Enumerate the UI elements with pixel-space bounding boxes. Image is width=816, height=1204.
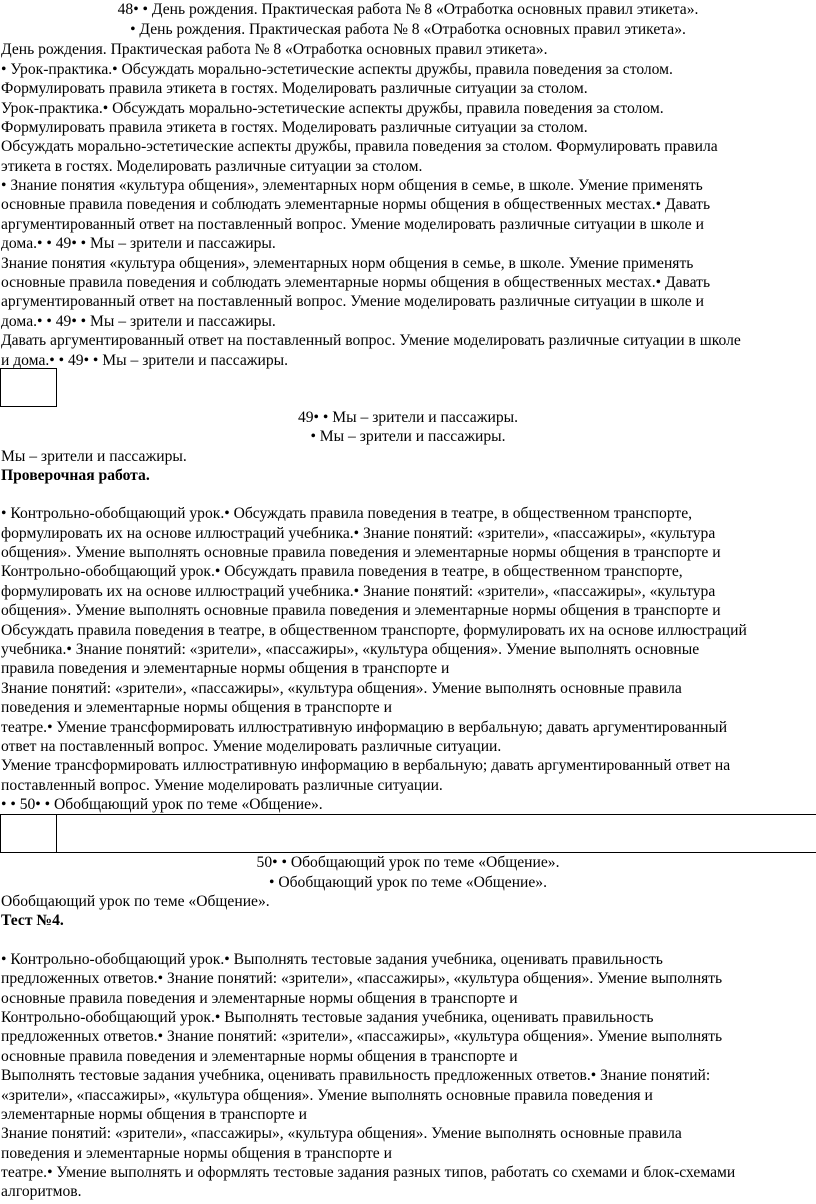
text-line: День рождения. Практическая работа № 8 «Отработка основных правил этикета». xyxy=(1,41,548,58)
text-line: • Знание понятия «культура общения», элементарных норм общения в семье, в школе. Умение применять xyxy=(1,177,703,194)
text-line: учебника.• Знание понятий: «зрители», «пассажиры», «культура общения». Умение выполнять основные xyxy=(1,641,700,658)
text-line: Обобщающий урок по теме «Общение». xyxy=(1,893,270,910)
text-line: предложенных ответов.• Знание понятий: «зрители», «пассажиры», «культура общения». Умение выполнять xyxy=(1,970,723,987)
text-line: поставленный вопрос. Умение моделировать различные ситуации. xyxy=(1,777,443,794)
text-line: общения». Умение выполнять основные правила поведения и элементарные нормы общения в транспорте и xyxy=(1,544,721,561)
text-line: предложенных ответов.• Знание понятий: «зрители», «пассажиры», «культура общения». Умение выполнять xyxy=(1,1028,723,1045)
text-line: алгоритмов. xyxy=(1,1183,82,1200)
text-line: основные правила поведения и соблюдать элементарные нормы общения в общественных местах.• Давать xyxy=(1,274,711,291)
text-line: и дома.• • 49• • Мы – зрители и пассажиры. xyxy=(1,352,289,369)
text-line: Урок-практика.• Обсуждать морально-эстетические аспекты дружбы, правила поведения за столом. xyxy=(1,100,664,117)
text-line: Знание понятий: «зрители», «пассажиры», «культура общения». Умение выполнять основные правила xyxy=(1,1125,682,1142)
text-line: аргументированный ответ на поставленный вопрос. Умение моделировать различные ситуации в школе и xyxy=(1,216,704,233)
text-line: дома.• • 49• • Мы – зрители и пассажиры. xyxy=(1,235,276,252)
text-line: основные правила поведения и элементарные нормы общения в транспорте и xyxy=(1,990,518,1007)
text-line: Контрольно-обобщающий урок.• Выполнять тестовые задания учебника, оценивать правильность xyxy=(1,1009,654,1026)
text-line: Формулировать правила этикета в гостях. Моделировать различные ситуации за столом. xyxy=(1,119,588,136)
text-line: формулировать их на основе иллюстраций учебника.• Знание понятий: «зрители», «пассажиры», «культура xyxy=(1,525,716,542)
text-line: формулировать их на основе иллюстраций учебника.• Знание понятий: «зрители», «пассажиры», «культура xyxy=(1,583,716,600)
text-line: ответ на поставленный вопрос. Умение моделировать различные ситуации. xyxy=(1,738,502,755)
text-line: Давать аргументированный ответ на поставленный вопрос. Умение моделировать различные ситуации в школе xyxy=(1,332,741,349)
text-line: Контрольно-обобщающий урок.• Обсуждать правила поведения в театре, в общественном транспорте, xyxy=(1,563,683,580)
text-line: Знание понятий: «зрители», «пассажиры», «культура общения». Умение выполнять основные правила xyxy=(1,680,682,697)
centered-heading-line: • Мы – зрители и пассажиры. xyxy=(310,428,506,445)
text-line: театре.• Умение трансформировать иллюстративную информацию в вербальную; давать аргументированный xyxy=(1,719,728,736)
text-line: Обсуждать морально-эстетические аспекты дружбы, правила поведения за столом. Формулировать правила xyxy=(1,138,718,155)
text-line: этикета в гостях. Моделировать различные ситуации за столом. xyxy=(1,158,423,175)
text-line: поведения и элементарные нормы общения в транспорте и xyxy=(1,1145,392,1162)
empty-table-cell xyxy=(0,814,57,853)
text-line: дома.• • 49• • Мы – зрители и пассажиры. xyxy=(1,313,276,330)
text-line: общения». Умение выполнять основные правила поведения и элементарные нормы общения в транспорте и xyxy=(1,602,721,619)
text-line: Знание понятия «культура общения», элементарных норм общения в семье, в школе. Умение применять xyxy=(1,255,694,272)
centered-heading-line: 49• • Мы – зрители и пассажиры. xyxy=(297,409,519,426)
text-line: • Контрольно-обобщающий урок.• Обсуждать правила поведения в театре, в общественном транспорте, xyxy=(1,505,693,522)
text-line: Умение трансформировать иллюстративную информацию в вербальную; давать аргументированный ответ на xyxy=(1,757,731,774)
text-line: основные правила поведения и соблюдать элементарные нормы общения в общественных местах.• Давать xyxy=(1,196,711,213)
section-title: Проверочная работа. xyxy=(1,467,150,484)
centered-heading-line: 50• • Обобщающий урок по теме «Общение». xyxy=(256,854,560,871)
text-line: Формулировать правила этикета в гостях. Моделировать различные ситуации за столом. xyxy=(1,80,588,97)
text-line: • Контрольно-обобщающий урок.• Выполнять тестовые задания учебника, оценивать правильность xyxy=(1,951,663,968)
centered-heading-line: • День рождения. Практическая работа № 8 «Отработка основных правил этикета». xyxy=(130,21,686,38)
empty-table-cell xyxy=(0,368,57,407)
text-line: театре.• Умение выполнять и оформлять тестовые задания разных типов, работать со схемами и блок-схемами xyxy=(1,1164,736,1181)
text-line: «зрители», «пассажиры», «культура общения». Умение выполнять основные правила поведения и xyxy=(1,1087,653,1104)
centered-heading-line: 48• • День рождения. Практическая работа № 8 «Отработка основных правил этикета». xyxy=(117,1,699,18)
section-title: Тест №4. xyxy=(1,912,64,929)
text-line: аргументированный ответ на поставленный вопрос. Умение моделировать различные ситуации в школе и xyxy=(1,293,704,310)
text-line: • • 50• • Обобщающий урок по теме «Общение». xyxy=(1,796,323,813)
text-line: Выполнять тестовые задания учебника, оценивать правильность предложенных ответов.• Знание понятий: xyxy=(1,1067,711,1084)
text-line: Мы – зрители и пассажиры. xyxy=(1,448,187,465)
centered-heading-line: • Обобщающий урок по теме «Общение». xyxy=(268,874,547,891)
text-line: элементарные нормы общения в транспорте и xyxy=(1,1106,307,1123)
empty-table-cell xyxy=(56,814,816,853)
text-line: Обсуждать правила поведения в театре, в общественном транспорте, формулировать их на основе иллюстраций xyxy=(1,622,747,639)
text-line: правила поведения и элементарные нормы общения в транспорте и xyxy=(1,660,450,677)
text-line: поведения и элементарные нормы общения в транспорте и xyxy=(1,699,392,716)
text-line: • Урок-практика.• Обсуждать морально-эстетические аспекты дружбы, правила поведения за столом. xyxy=(1,61,673,78)
text-line: основные правила поведения и элементарные нормы общения в транспорте и xyxy=(1,1048,518,1065)
